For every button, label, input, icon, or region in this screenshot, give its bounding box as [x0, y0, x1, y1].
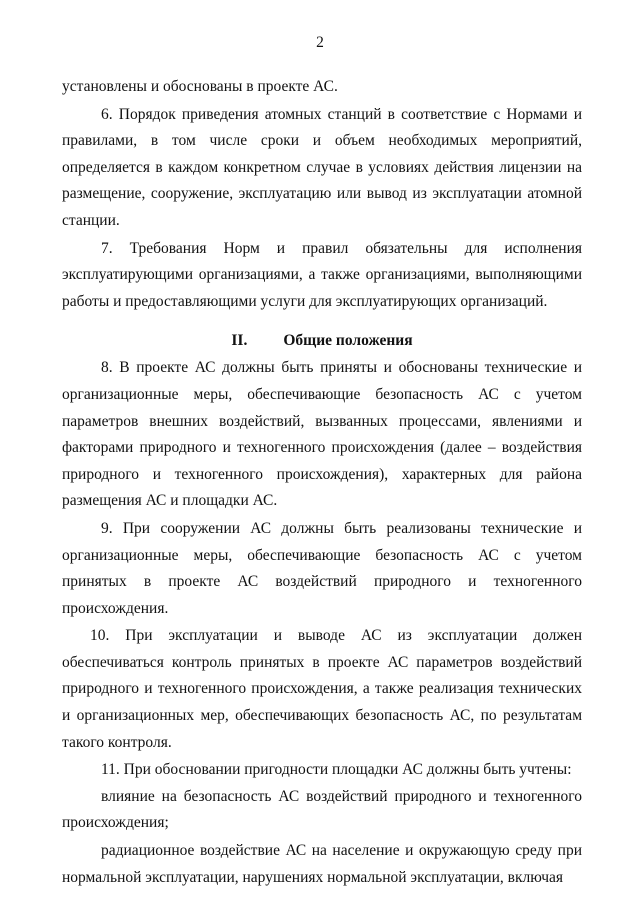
paragraph-8: 8. В проекте АС должны быть приняты и обоснованы технические и организационные меры, обеспечивающие безопасность АС с учетом параметров внешних воздействий, вызванных процессами, явлениями и факторами природного и техногенного происхождения (далее – воздействия природного и техногенного происхождения), характерных для района размещения АС и площадки АС.: [62, 359, 582, 510]
section-number: II.: [231, 332, 248, 350]
list-item-influence: влияние на безопасность АС воздействий природного и техногенного происхождения;: [62, 787, 582, 832]
paragraph-11: 11. При обосновании пригодности площадки АС должны быть учтены:: [101, 761, 572, 779]
document-body: [62, 74, 582, 891]
paragraph-9: 9. При сооружении АС должны быть реализованы технические и организационные меры, обеспечивающие безопасность АС с учетом принятых в проекте АС воздействий природного и техногенного происхождения.: [62, 519, 582, 617]
paragraph-10: 10. При эксплуатации и выводе АС из эксплуатации должен обеспечиваться контроль принятых в проекте АС параметров воздействий природного и техногенного происхождения, а также реализация технических и организационных мер, обеспечивающих безопасность АС, по результатам такого контроля.: [62, 627, 582, 751]
paragraph-continuation: установлены и обоснованы в проекте АС.: [62, 78, 338, 95]
section-title: Общие положения: [283, 332, 413, 350]
paragraph-7: 7. Требования Норм и правил обязательны для исполнения эксплуатирующими организациями, а также организациями, выполняющими работы и предоставляющими услуги для эксплуатирующих организаций.: [62, 239, 582, 310]
section-heading: [62, 329, 582, 353]
list-item-radiation: радиационное воздействие АС на население и окружающую среду при нормальной эксплуатации, нарушениях нормальной эксплуатации, включая: [62, 842, 582, 886]
page-number: 2: [316, 34, 324, 51]
paragraph-6: 6. Порядок приведения атомных станций в соответствие с Нормами и правилами, в том числе сроки и объем необходимых мероприятий, определяется в каждом конкретном случае в условиях действия лицензии на размещение, сооружение, эксплуатацию или вывод из эксплуатации атомной станции.: [62, 105, 582, 229]
